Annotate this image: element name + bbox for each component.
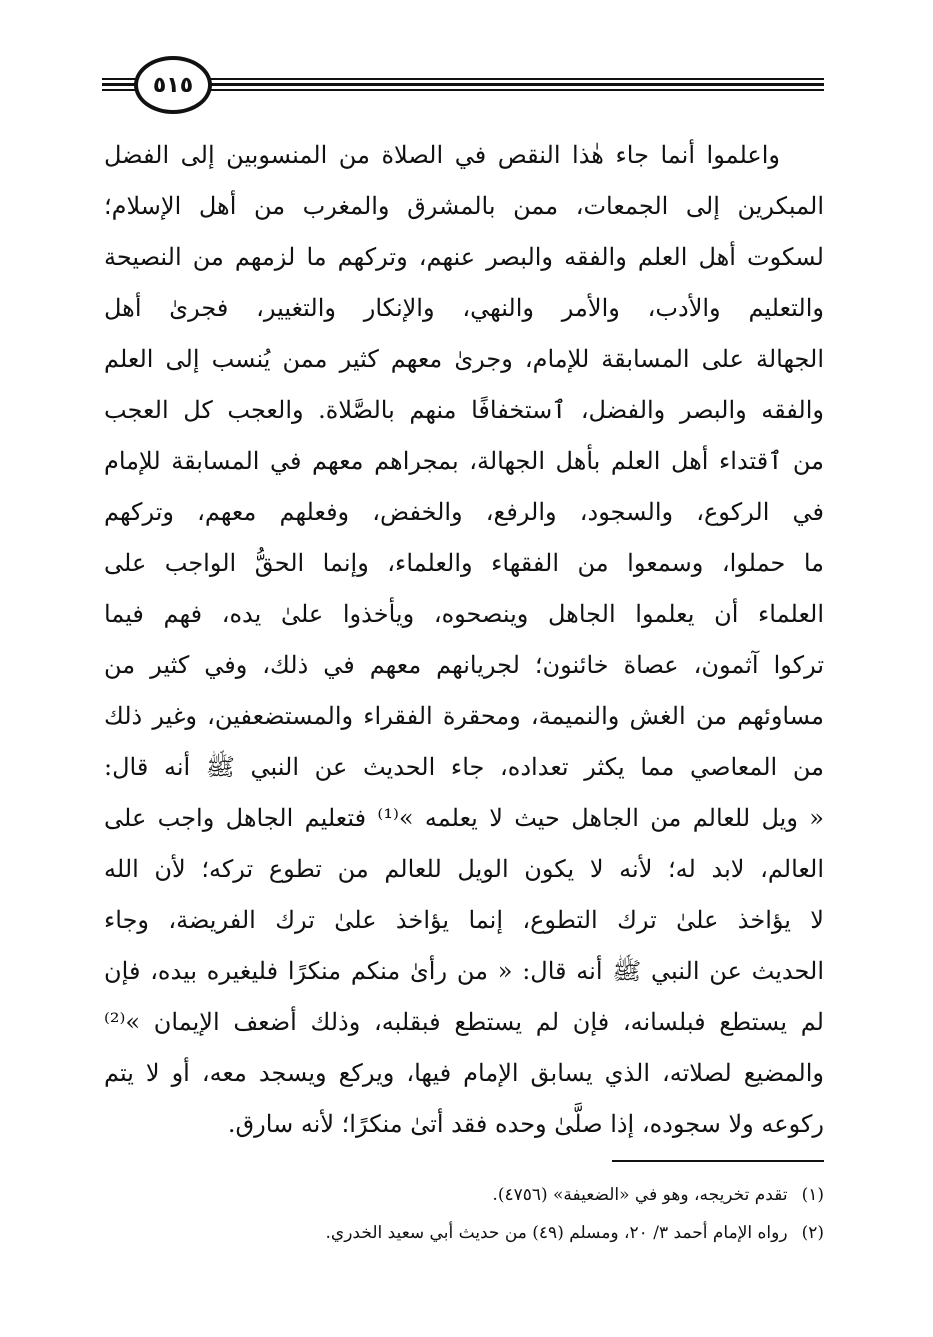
text-line: لم يستطع فبلسانه، فإن لم يستطع فبقلبه، وذلك أضعف الإيمان »⁽²⁾: [104, 1008, 824, 1036]
main-text: [104, 130, 824, 1150]
footnote: [104, 1214, 824, 1252]
footnote-text: تقدم تخريجه، وهو في «الضعيفة» (٤٧٥٦).: [492, 1185, 788, 1205]
text-line: تركوا آثمون، عصاة خائنون؛ لجريانهم معهم في ذلك، وفي كثير من: [104, 651, 824, 679]
text-line: والفقه والبصر والفضل، ٱستخفافًا منهم بالصَّلاة. والعجب كل العجب: [104, 396, 824, 424]
footnote: [104, 1176, 824, 1214]
text-line: العالم، لابد له؛ لأنه لا يكون الويل للعالم من تطوع تركه؛ لأن الله: [104, 855, 824, 883]
text-line: واعلموا أنما جاء هٰذا النقص في الصلاة من المنسوبين إلى الفضل: [104, 141, 781, 169]
text-line: الجهالة على المسابقة للإمام، وجرىٰ معهم كثير ممن يُنسب إلى العلم: [104, 345, 824, 373]
text-line: لسكوت أهل العلم والفقه والبصر عنهم، وتركهم ما لزمهم من النصيحة: [104, 243, 824, 271]
page-number-badge: [134, 56, 212, 114]
text-line: الحديث عن النبي ﷺ أنه قال: « من رأىٰ منكم منكرًا فليغيره بيده، فإن: [104, 957, 824, 985]
text-line: المبكرين إلى الجمعات، ممن بالمشرق والمغرب من أهل الإسلام؛: [104, 192, 824, 220]
footnote-separator: [612, 1160, 824, 1162]
text-line: والتعليم والأدب، والأمر والنهي، والإنكار والتغيير، فجرىٰ أهل: [104, 294, 824, 322]
text-line: ما حملوا، وسمعوا من الفقهاء والعلماء، وإنما الحقُّ الواجب على: [104, 549, 824, 577]
footnote-number: (٢): [801, 1223, 824, 1243]
text-line: « ويل للعالم من الجاهل حيث لا يعلمه »⁽¹⁾ فتعليم الجاهل واجب على: [104, 804, 824, 832]
footnotes: [104, 1176, 824, 1252]
page-number: ٥١٥: [152, 72, 194, 98]
page-header: [102, 56, 824, 120]
text-line: والمضيع لصلاته، الذي يسابق الإمام فيها، ويركع ويسجد معه، أو لا يتم: [104, 1059, 824, 1087]
footnote-text: رواه الإمام أحمد ٣/ ٢٠، ومسلم (٤٩) من حديث أبي سعيد الخدري.: [325, 1223, 788, 1243]
text-line: لا يؤاخذ علىٰ ترك التطوع، إنما يؤاخذ علىٰ ترك الفريضة، وجاء: [104, 906, 824, 934]
text-line: مساوئهم من الغش والنميمة، ومحقرة الفقراء والمستضعفين، وغير ذلك: [104, 702, 824, 730]
text-line: من المعاصي مما يكثر تعداده، جاء الحديث عن النبي ﷺ أنه قال:: [104, 753, 824, 781]
header-rule-right: [204, 78, 824, 94]
footnote-number: (١): [801, 1185, 824, 1205]
text-line: من ٱقتداء أهل العلم بأهل الجهالة، بمجراهم معهم في المسابقة للإمام: [104, 447, 824, 475]
text-line: العلماء أن يعلموا الجاهل وينصحوه، ويأخذوا علىٰ يده، فهم فيما: [104, 600, 824, 628]
text-line: ركوعه ولا سجوده، إذا صلَّىٰ وحده فقد أتىٰ منكرًا؛ لأنه سارق.: [227, 1110, 824, 1138]
text-line: في الركوع، والسجود، والرفع، والخفض، وفعلهم معهم، وتركهم: [104, 498, 824, 526]
